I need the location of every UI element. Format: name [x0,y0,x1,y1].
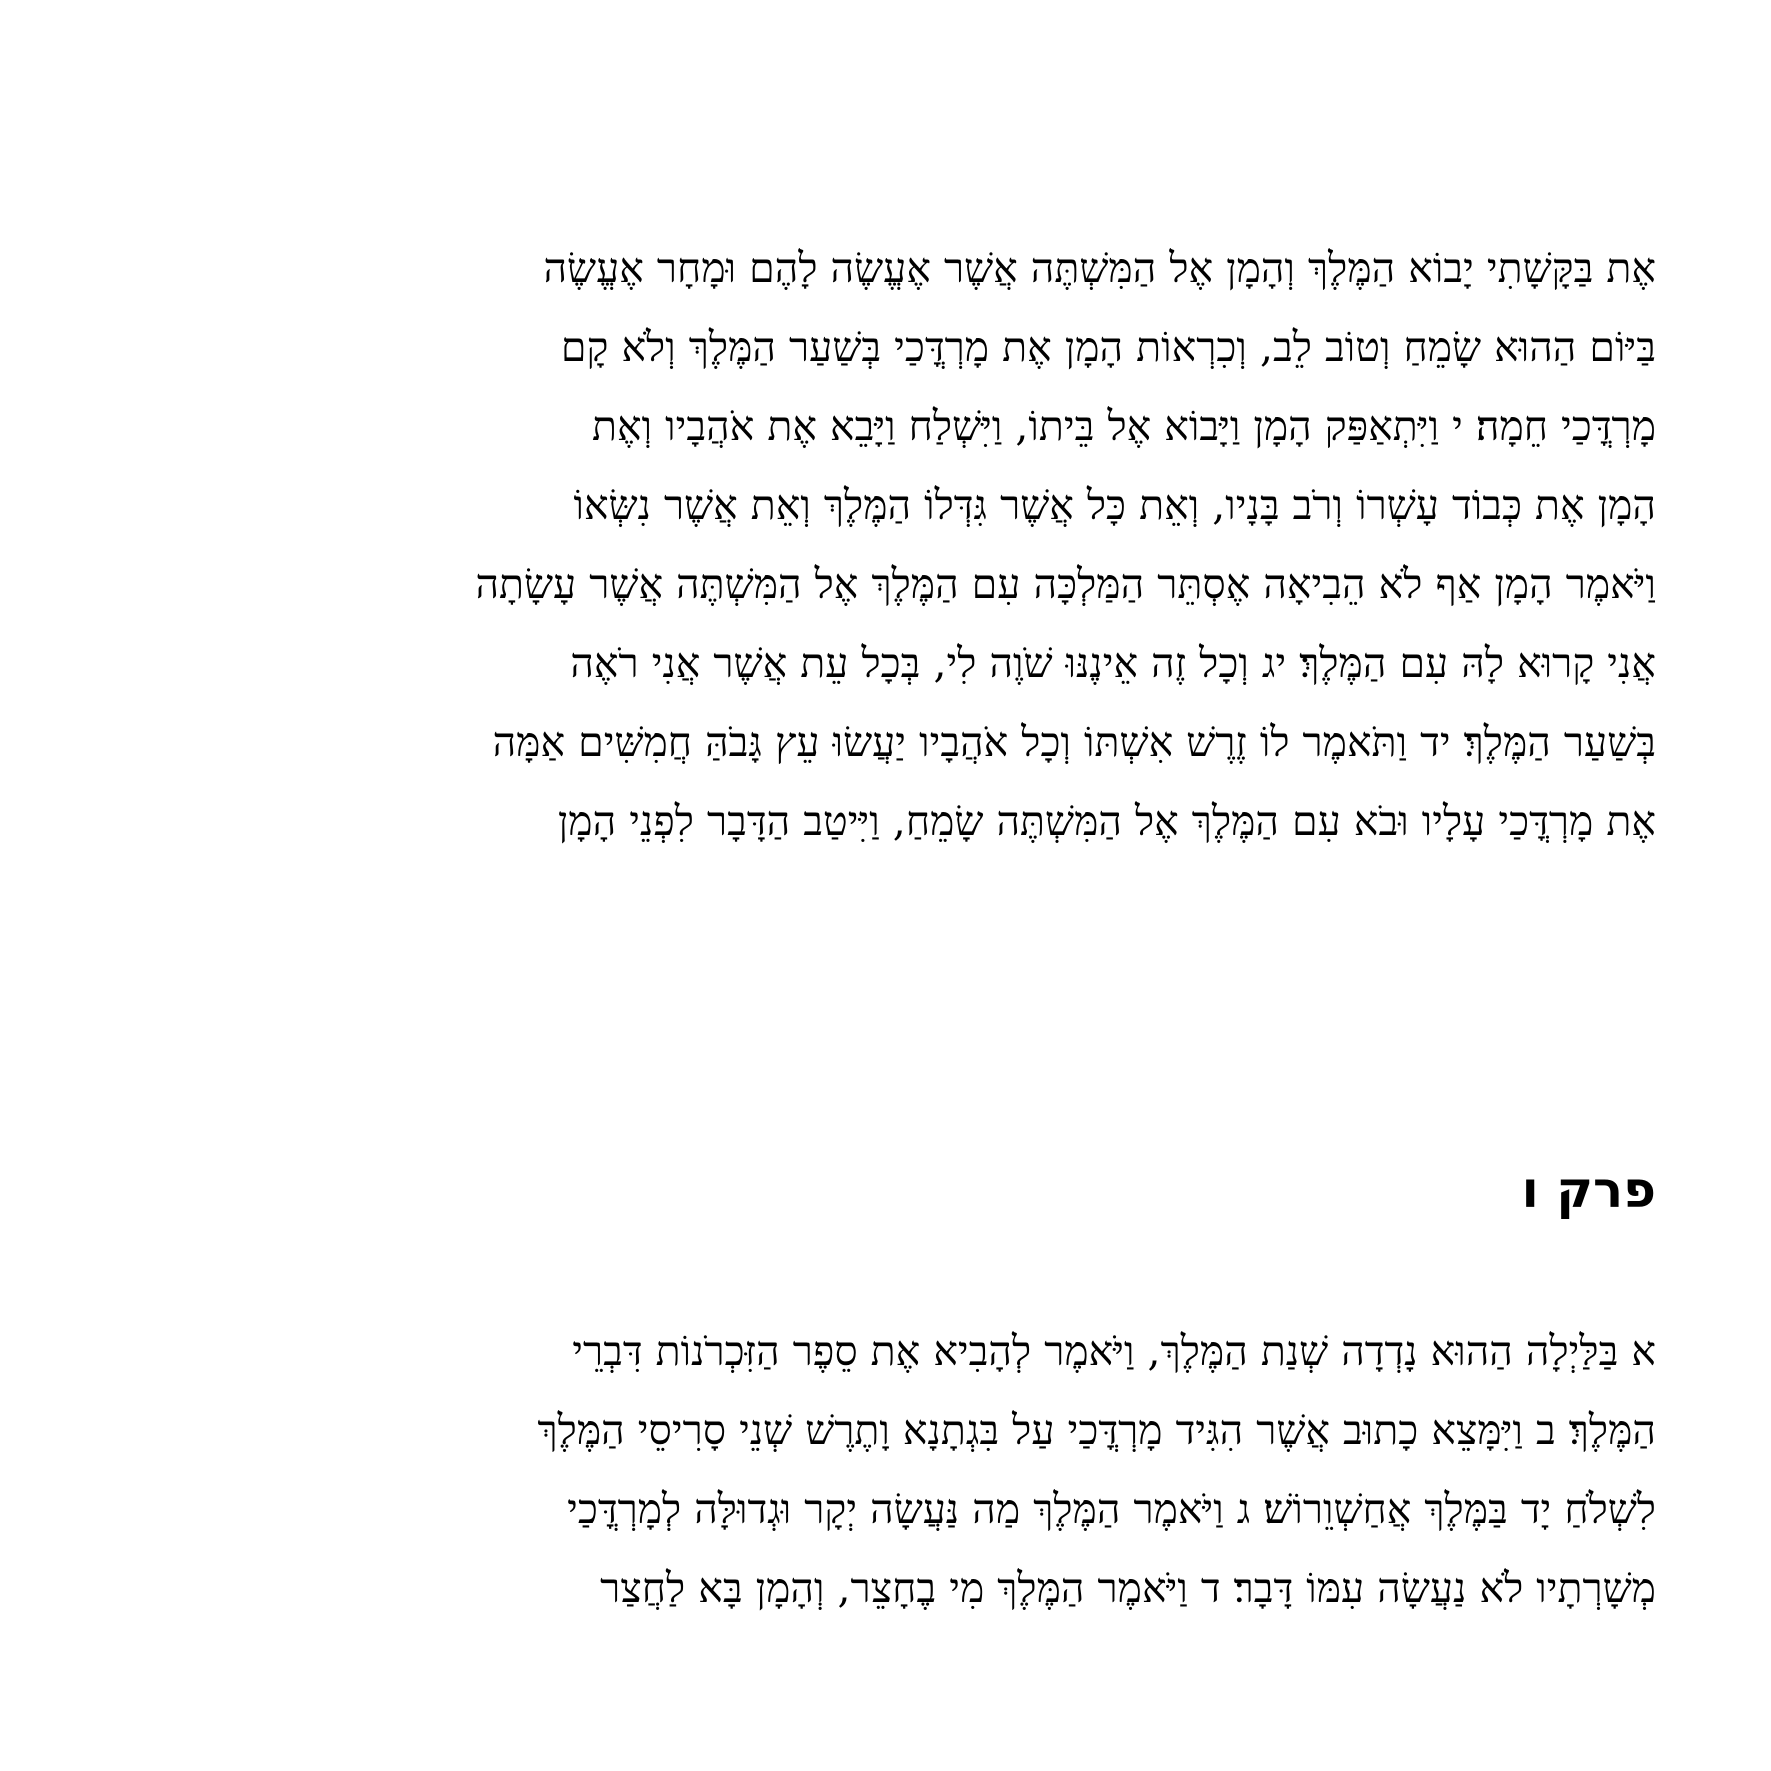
text-line: וַיֹּאמֶר הָמָן אַף לֹא הֵבִיאָה אֶסְתֵּר הַמַּלְכָּה עִם הַמֶּלֶךְ אֶל הַמִּשְׁתֶּה אֲשֶׁר עָשָׂתָה [475,560,1656,608]
chapter-heading: פרק ו [1521,1161,1656,1219]
text-block-top [0,229,1656,861]
text-line: הַמֶּלֶךְ׃ ב וַיִּמָּצֵא כָתוּב אֲשֶׁר הִגִּיד מָרְדֳּכַי עַל בִּגְתָנָא וָתֶרֶשׁ שְׁנֵי סָרִיסֵי הַמֶּלֶךְ [537,1406,1656,1454]
text-line: הָמָן אֶת כְּבוֹד עָשְׁרוֹ וְרֹב בָּנָיו, וְאֵת כָּל אֲשֶׁר גִּדְּלוֹ הַמֶּלֶךְ וְאֵת אֲשֶׁר נִשְּׂאוֹ [573,481,1656,529]
text-line: מְשָׁרְתָיו לֹא נַעֲשָׂה עִמּוֹ דָּבָר׃ ד וַיֹּאמֶר הַמֶּלֶךְ מִי בֶחָצֵר, וְהָמָן בָּא לַחֲצַר [600,1564,1656,1612]
text-line: בְּשַׁעַר הַמֶּלֶךְ׃ יד וַתֹּאמֶר לוֹ זֶרֶשׁ אִשְׁתּוֹ וְכָל אֹהֲבָיו יַעֲשׂוּ עֵץ גָּבֹהַּ חֲמִשִּׁים אַמָּה [492,718,1656,766]
text-line: אֶת בַּקָּשָׁתִי יָבוֹא הַמֶּלֶךְ וְהָמָן אֶל הַמִּשְׁתֶּה אֲשֶׁר אֶעֱשֶׂה לָהֶם וּמָחָר אֶעֱשֶׂה [543,244,1656,292]
text-line: בַּיּוֹם הַהוּא שָׂמֵחַ וְטוֹב לֵב, וְכִרְאוֹת הָמָן אֶת מָרְדֳּכַי בְּשַׁעַר הַמֶּלֶךְ וְלֹא קָם [560,323,1656,371]
text-line: מָרְדֳּכַי חֵמָה׃ י וַיִּתְאַפַּק הָמָן וַיָּבוֹא אֶל בֵּיתוֹ, וַיִּשְׁלַח וַיָּבֵא אֶת אֹהֲבָיו וְאֶת [592,402,1656,450]
text-line: אֲנִי קָרוּא לָהּ עִם הַמֶּלֶךְ׃ יג וְכָל זֶה אֵינֶנּוּ שֹׁוֶה לִי, בְּכָל עֵת אֲשֶׁר אֲנִי רֹאֶה [570,639,1656,687]
text-block-bottom [0,1312,1656,1628]
text-line: לִשְׁלֹחַ יָד בַּמֶּלֶךְ אֲחַשְׁוֵרוֹשׁ׃ ג וַיֹּאמֶר הַמֶּלֶךְ מַה נַּעֲשָׂה יְקָר וּגְדוּלָּה לְמָרְדֳּכַי [567,1485,1656,1533]
text-line: א בַּלַּיְלָה הַהוּא נָדְדָה שְׁנַת הַמֶּלֶךְ, וַיֹּאמֶר לְהָבִיא אֶת סֵפֶר הַזִּכְרֹנוֹת דִּבְרֵי [572,1327,1656,1375]
text-line: אֶת מָרְדֳּכַי עָלָיו וּבֹא עִם הַמֶּלֶךְ אֶל הַמִּשְׁתֶּה שָׂמֵחַ, וַיִּיטַב הַדָּבָר לִפְנֵי הָמָן [557,797,1656,845]
